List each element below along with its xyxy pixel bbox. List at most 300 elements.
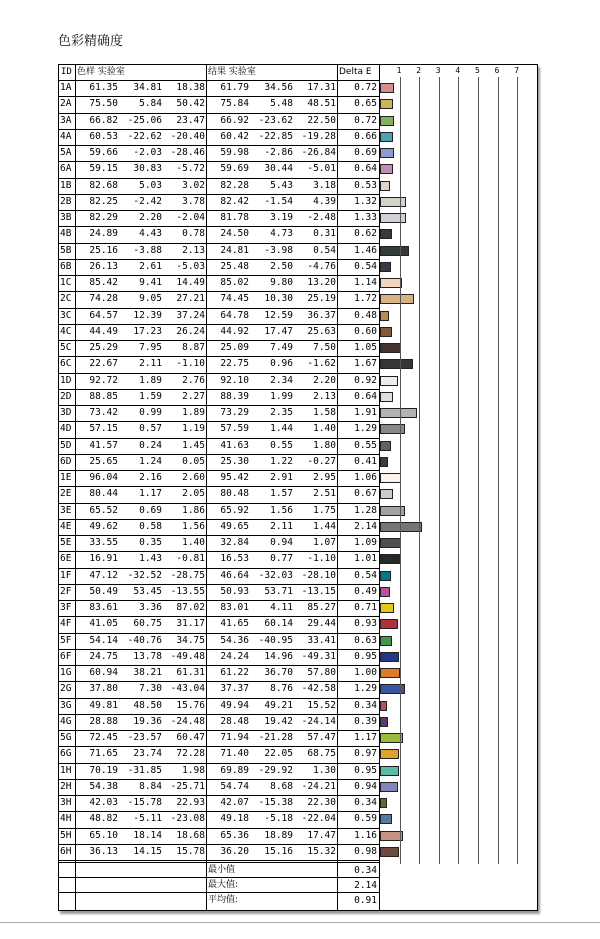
delta-e-bar	[380, 343, 401, 353]
result-l: 28.48	[220, 715, 249, 727]
result-b: 33.41	[307, 634, 336, 646]
table-row	[59, 275, 379, 292]
delta-e-value: 1.32	[354, 195, 377, 207]
header-result-lab: 结果 实验室	[208, 67, 256, 77]
result-a: 0.77	[270, 553, 293, 565]
delta-e-bar	[380, 441, 391, 451]
sample-l: 72.45	[89, 732, 118, 743]
column-divider	[206, 65, 207, 910]
result-l: 57.59	[220, 423, 249, 435]
sample-b: 26.24	[176, 325, 205, 337]
delta-e-bar	[380, 798, 387, 808]
sample-a: 5.03	[139, 179, 162, 191]
delta-e-value: 0.34	[354, 699, 377, 711]
patch-id: 6D	[60, 455, 72, 467]
delta-e-value: 0.69	[354, 147, 377, 158]
delta-e-value: 0.72	[354, 82, 377, 93]
table-row	[59, 308, 379, 325]
table-row	[59, 746, 379, 763]
table-row	[59, 438, 379, 455]
sample-b: 27.21	[176, 293, 205, 305]
result-l: 65.92	[220, 504, 249, 516]
sample-b: 34.75	[176, 634, 205, 646]
sample-l: 41.05	[89, 618, 118, 630]
delta-e-value: 0.64	[354, 390, 377, 402]
patch-id: 1B	[60, 179, 72, 191]
result-l: 25.48	[220, 260, 249, 272]
sample-l: 59.15	[89, 163, 118, 175]
result-l: 82.42	[220, 195, 249, 207]
result-b: -1.10	[307, 553, 336, 565]
result-a: -29.92	[258, 764, 293, 776]
delta-e-bar	[380, 294, 414, 304]
result-a: 15.16	[264, 845, 293, 857]
sample-l: 96.04	[89, 472, 118, 483]
header-row	[59, 65, 379, 81]
result-b: -4.76	[307, 260, 336, 272]
sample-b: 2.27	[182, 390, 205, 402]
summary-row	[59, 862, 379, 878]
sample-a: 1.59	[139, 390, 162, 402]
table-row	[59, 568, 379, 585]
result-a: 30.44	[264, 163, 293, 175]
patch-id: 3B	[60, 212, 72, 223]
table-row	[59, 389, 379, 406]
patch-id: 5F	[60, 634, 72, 646]
delta-e-bar	[380, 554, 400, 564]
result-a: 0.96	[270, 358, 293, 370]
result-l: 83.01	[220, 602, 249, 613]
delta-e-value: 1.17	[354, 732, 377, 743]
patch-id: 4D	[60, 423, 72, 435]
result-b: 57.80	[307, 667, 336, 678]
sample-l: 66.82	[89, 114, 118, 126]
result-b: 15.52	[307, 699, 336, 711]
patch-id: 1A	[60, 82, 72, 93]
delta-e-value: 1.67	[354, 358, 377, 370]
result-b: 22.50	[307, 114, 336, 126]
delta-e-value: 0.65	[354, 98, 377, 110]
delta-e-bar	[380, 489, 393, 499]
result-a: 2.34	[270, 374, 293, 386]
sample-l: 75.50	[89, 98, 118, 110]
patch-id: 3H	[60, 797, 72, 808]
result-l: 49.18	[220, 813, 249, 825]
table-row	[59, 113, 379, 130]
sample-a: 9.41	[139, 277, 162, 288]
delta-e-value: 0.95	[354, 764, 377, 776]
delta-e-bar	[380, 359, 413, 369]
delta-e-value: 0.71	[354, 602, 377, 613]
patch-id: 2G	[60, 683, 72, 695]
patch-id: 6F	[60, 650, 72, 662]
delta-e-bar	[380, 132, 393, 142]
sample-l: 57.15	[89, 423, 118, 435]
result-a: 2.50	[270, 260, 293, 272]
result-l: 81.78	[220, 212, 249, 223]
result-l: 42.07	[220, 797, 249, 808]
sample-b: -49.48	[170, 650, 205, 662]
sample-a: 53.45	[133, 585, 162, 597]
table-row	[59, 243, 379, 260]
patch-id: 1C	[60, 277, 72, 288]
result-a: 19.42	[264, 715, 293, 727]
table-row	[59, 714, 379, 731]
sample-b: -20.40	[170, 130, 205, 142]
delta-e-value: 0.53	[354, 179, 377, 191]
delta-e-value: 1.46	[354, 244, 377, 256]
patch-id: 6B	[60, 260, 72, 272]
result-l: 75.84	[220, 98, 249, 110]
result-a: 12.59	[264, 309, 293, 321]
table-row	[59, 811, 379, 828]
sample-a: 34.81	[133, 82, 162, 93]
patch-id: 6A	[60, 163, 72, 175]
sample-l: 25.29	[89, 342, 118, 353]
result-b: 1.58	[313, 407, 336, 418]
sample-a: 2.61	[139, 260, 162, 272]
table-row	[59, 486, 379, 503]
result-a: 18.89	[264, 829, 293, 841]
result-b: -49.31	[301, 650, 336, 662]
result-l: 49.65	[220, 520, 249, 532]
sample-a: -5.11	[133, 813, 162, 825]
delta-e-bar	[380, 311, 389, 321]
result-l: 49.94	[220, 699, 249, 711]
sample-b: 2.13	[182, 244, 205, 256]
result-b: 4.39	[313, 195, 336, 207]
patch-id: 1H	[60, 764, 72, 776]
sample-a: 14.15	[133, 845, 162, 857]
patch-id: 2C	[60, 293, 72, 305]
result-b: 22.30	[307, 797, 336, 808]
sample-l: 70.19	[89, 764, 118, 776]
result-b: 2.95	[313, 472, 336, 483]
patch-id: 4G	[60, 715, 72, 727]
result-a: 5.43	[270, 179, 293, 191]
result-l: 46.64	[220, 569, 249, 581]
patch-id: 2D	[60, 390, 72, 402]
result-l: 25.30	[220, 455, 249, 467]
sample-l: 85.42	[89, 277, 118, 288]
sample-a: 0.35	[139, 537, 162, 548]
sample-b: -0.81	[176, 553, 205, 565]
table-row	[59, 844, 379, 861]
sample-a: 0.24	[139, 439, 162, 451]
delta-e-bar	[380, 814, 392, 824]
delta-e-bar	[380, 213, 406, 223]
grid-line	[498, 77, 499, 864]
delta-e-bar	[380, 473, 401, 483]
sample-b: 3.02	[182, 179, 205, 191]
delta-e-value: 0.54	[354, 569, 377, 581]
result-b: 17.47	[307, 829, 336, 841]
column-divider	[75, 65, 76, 910]
summary-label: 平均值:	[208, 895, 239, 905]
grid-line	[400, 77, 401, 864]
result-a: -22.85	[258, 130, 293, 142]
sample-l: 24.89	[89, 228, 118, 240]
sample-l: 42.03	[89, 797, 118, 808]
sample-l: 80.44	[89, 488, 118, 500]
sample-l: 28.88	[89, 715, 118, 727]
result-a: 8.68	[270, 780, 293, 792]
delta-e-bar	[380, 197, 406, 207]
result-l: 22.75	[220, 358, 249, 370]
result-b: 36.37	[307, 309, 336, 321]
sample-a: 1.89	[139, 374, 162, 386]
result-l: 61.79	[220, 82, 249, 93]
delta-e-value: 1.09	[354, 537, 377, 548]
delta-e-value: 1.16	[354, 829, 377, 841]
result-l: 41.65	[220, 618, 249, 630]
table-row	[59, 470, 379, 487]
patch-id: 5H	[60, 829, 72, 841]
delta-e-value: 0.95	[354, 650, 377, 662]
result-l: 32.84	[220, 537, 249, 548]
result-b: 2.20	[313, 374, 336, 386]
result-b: 15.32	[307, 845, 336, 857]
grid-line	[419, 77, 420, 864]
grid-line	[458, 77, 459, 864]
delta-e-value: 0.39	[354, 715, 377, 727]
result-b: -13.15	[301, 585, 336, 597]
sample-b: 1.40	[182, 537, 205, 548]
delta-e-value: 1.14	[354, 277, 377, 288]
sample-b: -5.03	[176, 260, 205, 272]
column-divider	[379, 65, 380, 910]
patch-id: 3D	[60, 407, 72, 418]
color-accuracy-table	[58, 64, 538, 911]
column-divider	[337, 65, 338, 910]
patch-id: 4F	[60, 618, 72, 630]
table-row	[59, 763, 379, 780]
result-a: 3.19	[270, 212, 293, 223]
result-a: -21.28	[258, 732, 293, 743]
table-row	[59, 633, 379, 650]
delta-e-value: 1.29	[354, 683, 377, 695]
page-title: 色彩精确度	[58, 34, 124, 49]
delta-e-value: 0.62	[354, 228, 377, 240]
result-a: 2.11	[270, 520, 293, 532]
sample-a: 13.78	[133, 650, 162, 662]
grid-line	[517, 77, 518, 864]
sample-a: -40.76	[127, 634, 162, 646]
sample-b: 1.89	[182, 407, 205, 418]
sample-l: 64.57	[89, 309, 118, 321]
result-b: -28.10	[301, 569, 336, 581]
delta-e-value: 1.29	[354, 423, 377, 435]
table-row	[59, 291, 379, 308]
result-b: 57.47	[307, 732, 336, 743]
patch-id: 5B	[60, 244, 72, 256]
patch-id: 1G	[60, 667, 72, 678]
result-a: -23.62	[258, 114, 293, 126]
delta-e-value: 1.28	[354, 504, 377, 516]
summary-value: 2.14	[354, 880, 377, 891]
patch-id: 2H	[60, 780, 72, 792]
grid-line	[478, 77, 479, 864]
sample-b: 87.02	[176, 602, 205, 613]
delta-e-value: 1.33	[354, 212, 377, 223]
result-a: -3.98	[264, 244, 293, 256]
table-row	[59, 405, 379, 422]
result-b: 13.20	[307, 277, 336, 288]
patch-id: 6C	[60, 358, 72, 370]
sample-a: -25.06	[127, 114, 162, 126]
result-l: 16.53	[220, 553, 249, 565]
delta-e-value: 1.06	[354, 472, 377, 483]
delta-e-bar	[380, 229, 392, 239]
table-row	[59, 96, 379, 113]
result-l: 61.22	[220, 667, 249, 678]
page-bottom-bar	[0, 922, 600, 939]
result-b: 1.30	[313, 764, 336, 776]
scale-tick-label: 1	[396, 66, 402, 75]
delta-e-bar	[380, 668, 400, 678]
result-l: 54.74	[220, 780, 249, 792]
patch-id: 2B	[60, 195, 72, 207]
sample-l: 48.82	[89, 813, 118, 825]
result-a: 4.11	[270, 602, 293, 613]
patch-id: 5A	[60, 147, 72, 158]
sample-a: -22.62	[127, 130, 162, 142]
sample-a: 0.58	[139, 520, 162, 532]
result-a: 7.49	[270, 342, 293, 353]
delta-e-value: 0.97	[354, 748, 377, 760]
sample-a: 2.11	[139, 358, 162, 370]
result-l: 80.48	[220, 488, 249, 500]
summary-label: 最小值	[208, 865, 236, 875]
scale-tick-label: 2	[416, 66, 422, 75]
sample-b: 1.98	[182, 764, 205, 776]
delta-e-bar	[380, 684, 405, 694]
sample-b: -24.48	[170, 715, 205, 727]
result-a: 5.48	[270, 98, 293, 110]
sample-b: 1.56	[182, 520, 205, 532]
sample-l: 47.12	[89, 569, 118, 581]
result-l: 92.10	[220, 374, 249, 386]
summary-value: 0.34	[354, 865, 377, 876]
patch-id: 2E	[60, 488, 72, 500]
delta-e-value: 0.59	[354, 813, 377, 825]
sample-b: 1.86	[182, 504, 205, 516]
table-row	[59, 795, 379, 812]
delta-e-value: 0.94	[354, 780, 377, 792]
table-row	[59, 779, 379, 796]
table-row	[59, 80, 379, 97]
patch-id: 1F	[60, 569, 72, 581]
sample-l: 71.65	[89, 748, 118, 760]
result-a: 1.44	[270, 423, 293, 435]
result-b: -19.28	[301, 130, 336, 142]
sample-l: 92.72	[89, 374, 118, 386]
table-row	[59, 649, 379, 666]
delta-e-bar	[380, 701, 387, 711]
sample-a: 5.84	[139, 98, 162, 110]
sample-b: 18.38	[176, 82, 205, 93]
sample-a: 38.21	[133, 667, 162, 678]
sample-l: 74.28	[89, 293, 118, 305]
sample-l: 41.57	[89, 439, 118, 451]
header-sample-lab: 色样 实验室	[77, 67, 125, 77]
result-b: 2.51	[313, 488, 336, 500]
sample-b: 61.31	[176, 667, 205, 678]
table-row	[59, 584, 379, 601]
sample-b: -25.71	[170, 780, 205, 792]
sample-l: 24.75	[89, 650, 118, 662]
delta-e-bar	[380, 538, 401, 548]
table-row	[59, 194, 379, 211]
result-b: 7.50	[313, 342, 336, 353]
result-a: 34.56	[264, 82, 293, 93]
result-a: -40.95	[258, 634, 293, 646]
table-row	[59, 681, 379, 698]
sample-b: 60.47	[176, 732, 205, 743]
sample-a: 2.20	[139, 212, 162, 223]
result-b: 3.18	[313, 179, 336, 191]
sample-l: 25.65	[89, 455, 118, 467]
result-b: -26.84	[301, 147, 336, 158]
result-l: 82.28	[220, 179, 249, 191]
sample-b: 2.05	[182, 488, 205, 500]
result-b: 68.75	[307, 748, 336, 760]
table-row	[59, 519, 379, 536]
sample-b: 0.05	[182, 455, 205, 467]
result-b: 1.75	[313, 504, 336, 516]
delta-e-value: 0.98	[354, 845, 377, 857]
sample-b: 14.49	[176, 277, 205, 288]
delta-e-bar	[380, 522, 422, 532]
sample-a: 18.14	[133, 829, 162, 841]
result-l: 24.81	[220, 244, 249, 256]
table-row	[59, 259, 379, 276]
result-l: 60.42	[220, 130, 249, 142]
delta-e-bar	[380, 164, 393, 174]
delta-e-bar	[380, 83, 394, 93]
patch-id: 3G	[60, 699, 72, 711]
sample-a: 4.43	[139, 228, 162, 240]
result-b: 1.07	[313, 537, 336, 548]
result-b: 0.31	[313, 228, 336, 240]
summary-row	[59, 877, 379, 893]
table-row	[59, 535, 379, 552]
sample-a: -3.88	[133, 244, 162, 256]
sample-b: -2.04	[176, 212, 205, 223]
result-b: -24.14	[301, 715, 336, 727]
patch-id: 2A	[60, 98, 72, 110]
sample-b: 8.87	[182, 342, 205, 353]
result-l: 88.39	[220, 390, 249, 402]
delta-e-value: 0.41	[354, 455, 377, 467]
sample-b: -28.75	[170, 569, 205, 581]
delta-e-value: 1.05	[354, 342, 377, 353]
sample-l: 22.67	[89, 358, 118, 370]
patch-id: 6H	[60, 845, 72, 857]
result-b: -24.21	[301, 780, 336, 792]
table-row	[59, 373, 379, 390]
sample-l: 82.68	[89, 179, 118, 191]
header-delta-e: Delta E	[339, 67, 372, 77]
sample-a: -23.57	[127, 732, 162, 743]
patch-id: 4A	[60, 130, 72, 142]
result-l: 74.45	[220, 293, 249, 305]
sample-b: 15.76	[176, 699, 205, 711]
result-a: 0.55	[270, 439, 293, 451]
sample-a: 1.24	[139, 455, 162, 467]
grid-line	[439, 77, 440, 864]
delta-e-bar	[380, 376, 398, 386]
